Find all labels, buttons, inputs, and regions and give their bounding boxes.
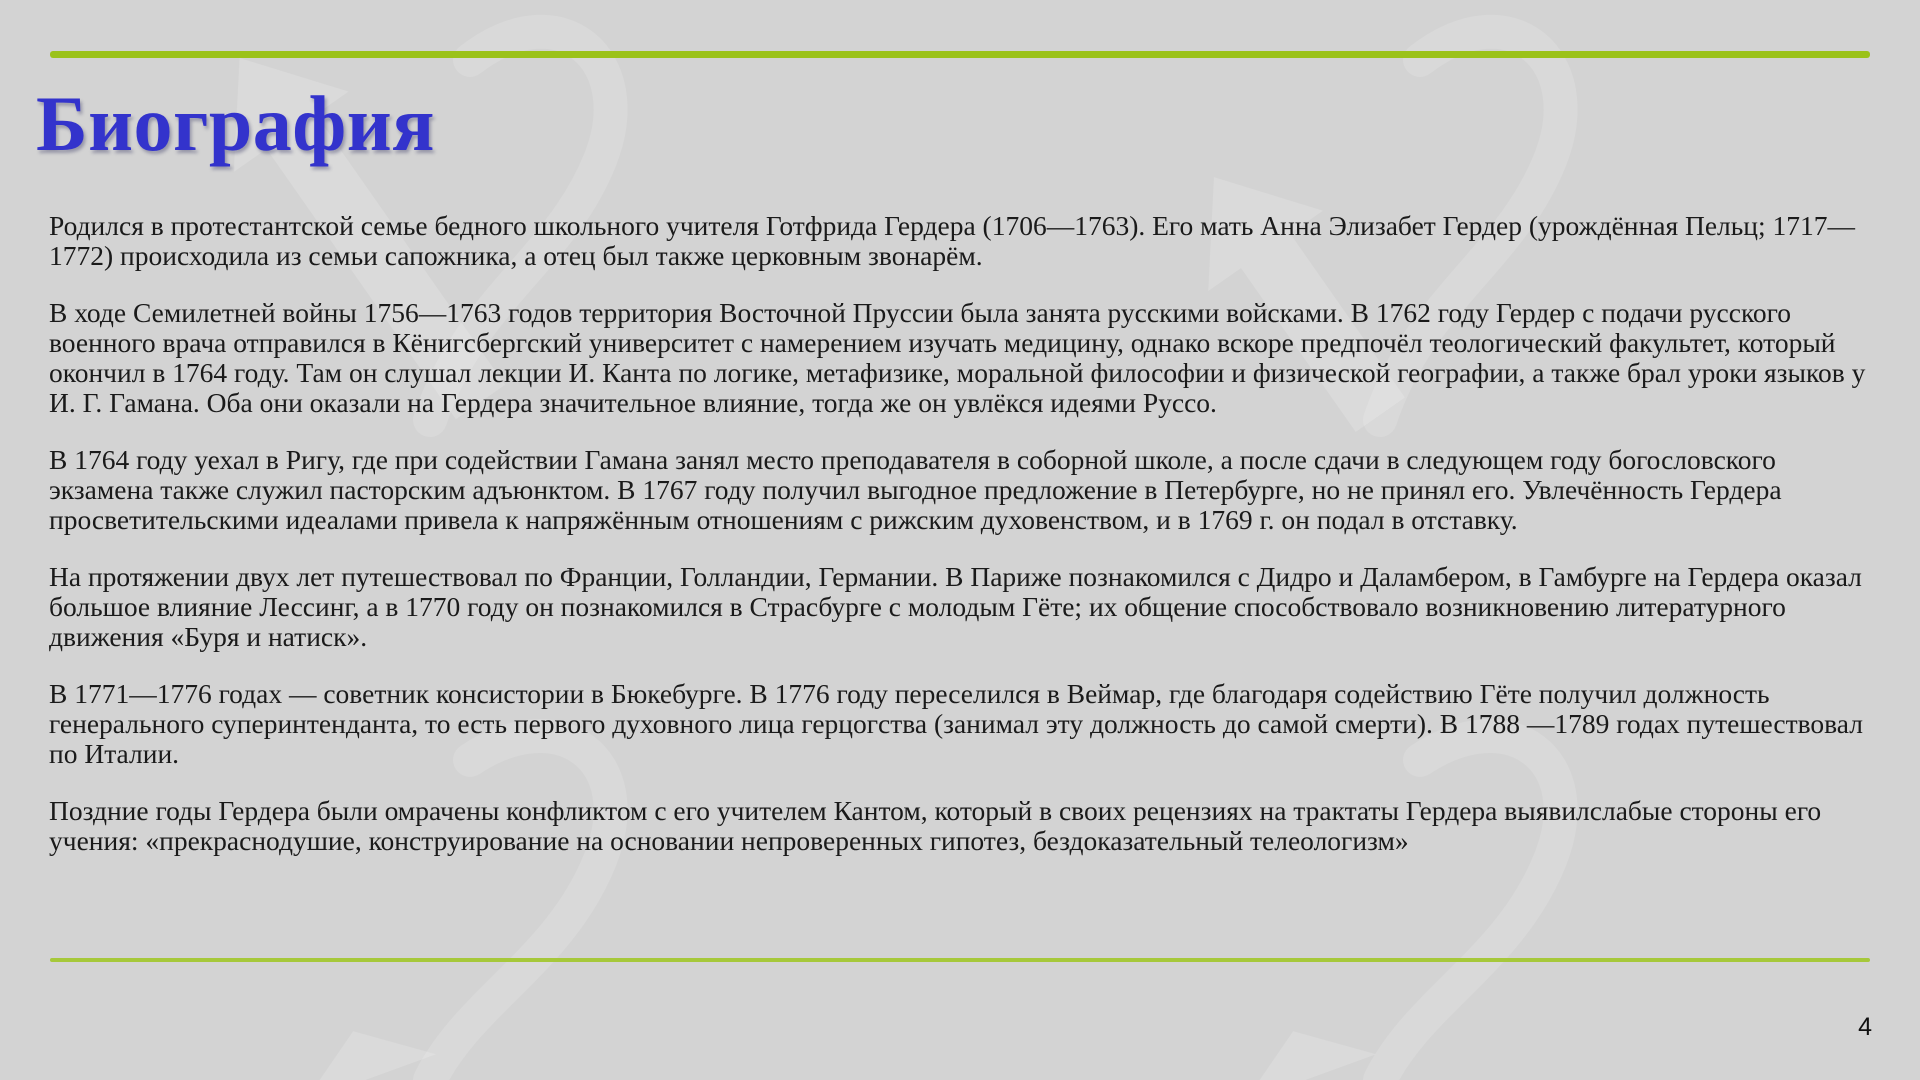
paragraph-weimar: В 1771—1776 годах — советник консистории в Бюкебурге. В 1776 году переселился в Веймар, где благодаря содействию Гёте получил должность генерального суперинтенданта, то есть первого духовного лица герцогства (занимал эту должность до самой смерти). В 1788 —1789 годах путешествовал по Италии.: [49, 678, 1863, 769]
paragraph-late-years: Поздние годы Гердера были омрачены конфликтом с его учителем Кантом, который в своих рецензиях на трактаты Гердера выявилслабые стороны его учения: «прекраснодушие, конструирование на основании непроверенных гипотез, бездоказательный телеологизм»: [49, 795, 1822, 856]
paragraph-birth: Родился в протестантской семье бедного школьного учителя Готфрида Гердера (1706—1763). Его мать Анна Элизабет Гердер (урождённая Пельц; 1717—1772) происходила из семьи сапожника, а отец был также церковным звонарём.: [49, 210, 1856, 271]
watermark-arrow-icon: [287, 1007, 436, 1080]
biography-body: [49, 211, 1879, 883]
page-number: 4: [1858, 1013, 1872, 1041]
slide-title: Биография: [36, 80, 435, 167]
paragraph-education: В ходе Семилетней войны 1756—1763 годов территория Восточной Пруссии была занята русскими войсками. В 1762 году Гердер с подачи русского военного врача отправился в Кёнигсбергский университет с намерением изучать медицину, однако вскоре предпочёл теологический факультет, который окончил в 1764 году. Там он слушал лекции И. Канта по логике, метафизике, моральной философии и физической географии, а также брал уроки языков у И. Г. Гамана. Оба они оказали на Гердера значительное влияние, тогда же он увлёкся идеями Руссо.: [49, 297, 1866, 418]
bottom-accent-rule: [50, 958, 1870, 962]
paragraph-travels: На протяжении двух лет путешествовал по Франции, Голландии, Германии. В Париже познакомился с Дидро и Даламбером, в Гамбурге на Гердера оказал большое влияние Лессинг, а в 1770 году он познакомился в Страсбурге с молодым Гёте; их общение способствовало возникновению литературного движения «Буря и натиск».: [49, 561, 1862, 652]
paragraph-riga: В 1764 году уехал в Ригу, где при содействии Гамана занял место преподавателя в соборной школе, а после сдачи в следующем году богословского экзамена также служил пасторским адъюнктом. В 1767 году получил выгодное предложение в Петербурге, но не принял его. Увлечённость Гердера просветительскими идеалами привела к напряжённым отношениям с рижским духовенством, и в 1769 г. он подал в отставку.: [49, 444, 1782, 535]
top-accent-rule: [50, 51, 1870, 58]
watermark-arrow-icon: [1227, 1007, 1376, 1080]
